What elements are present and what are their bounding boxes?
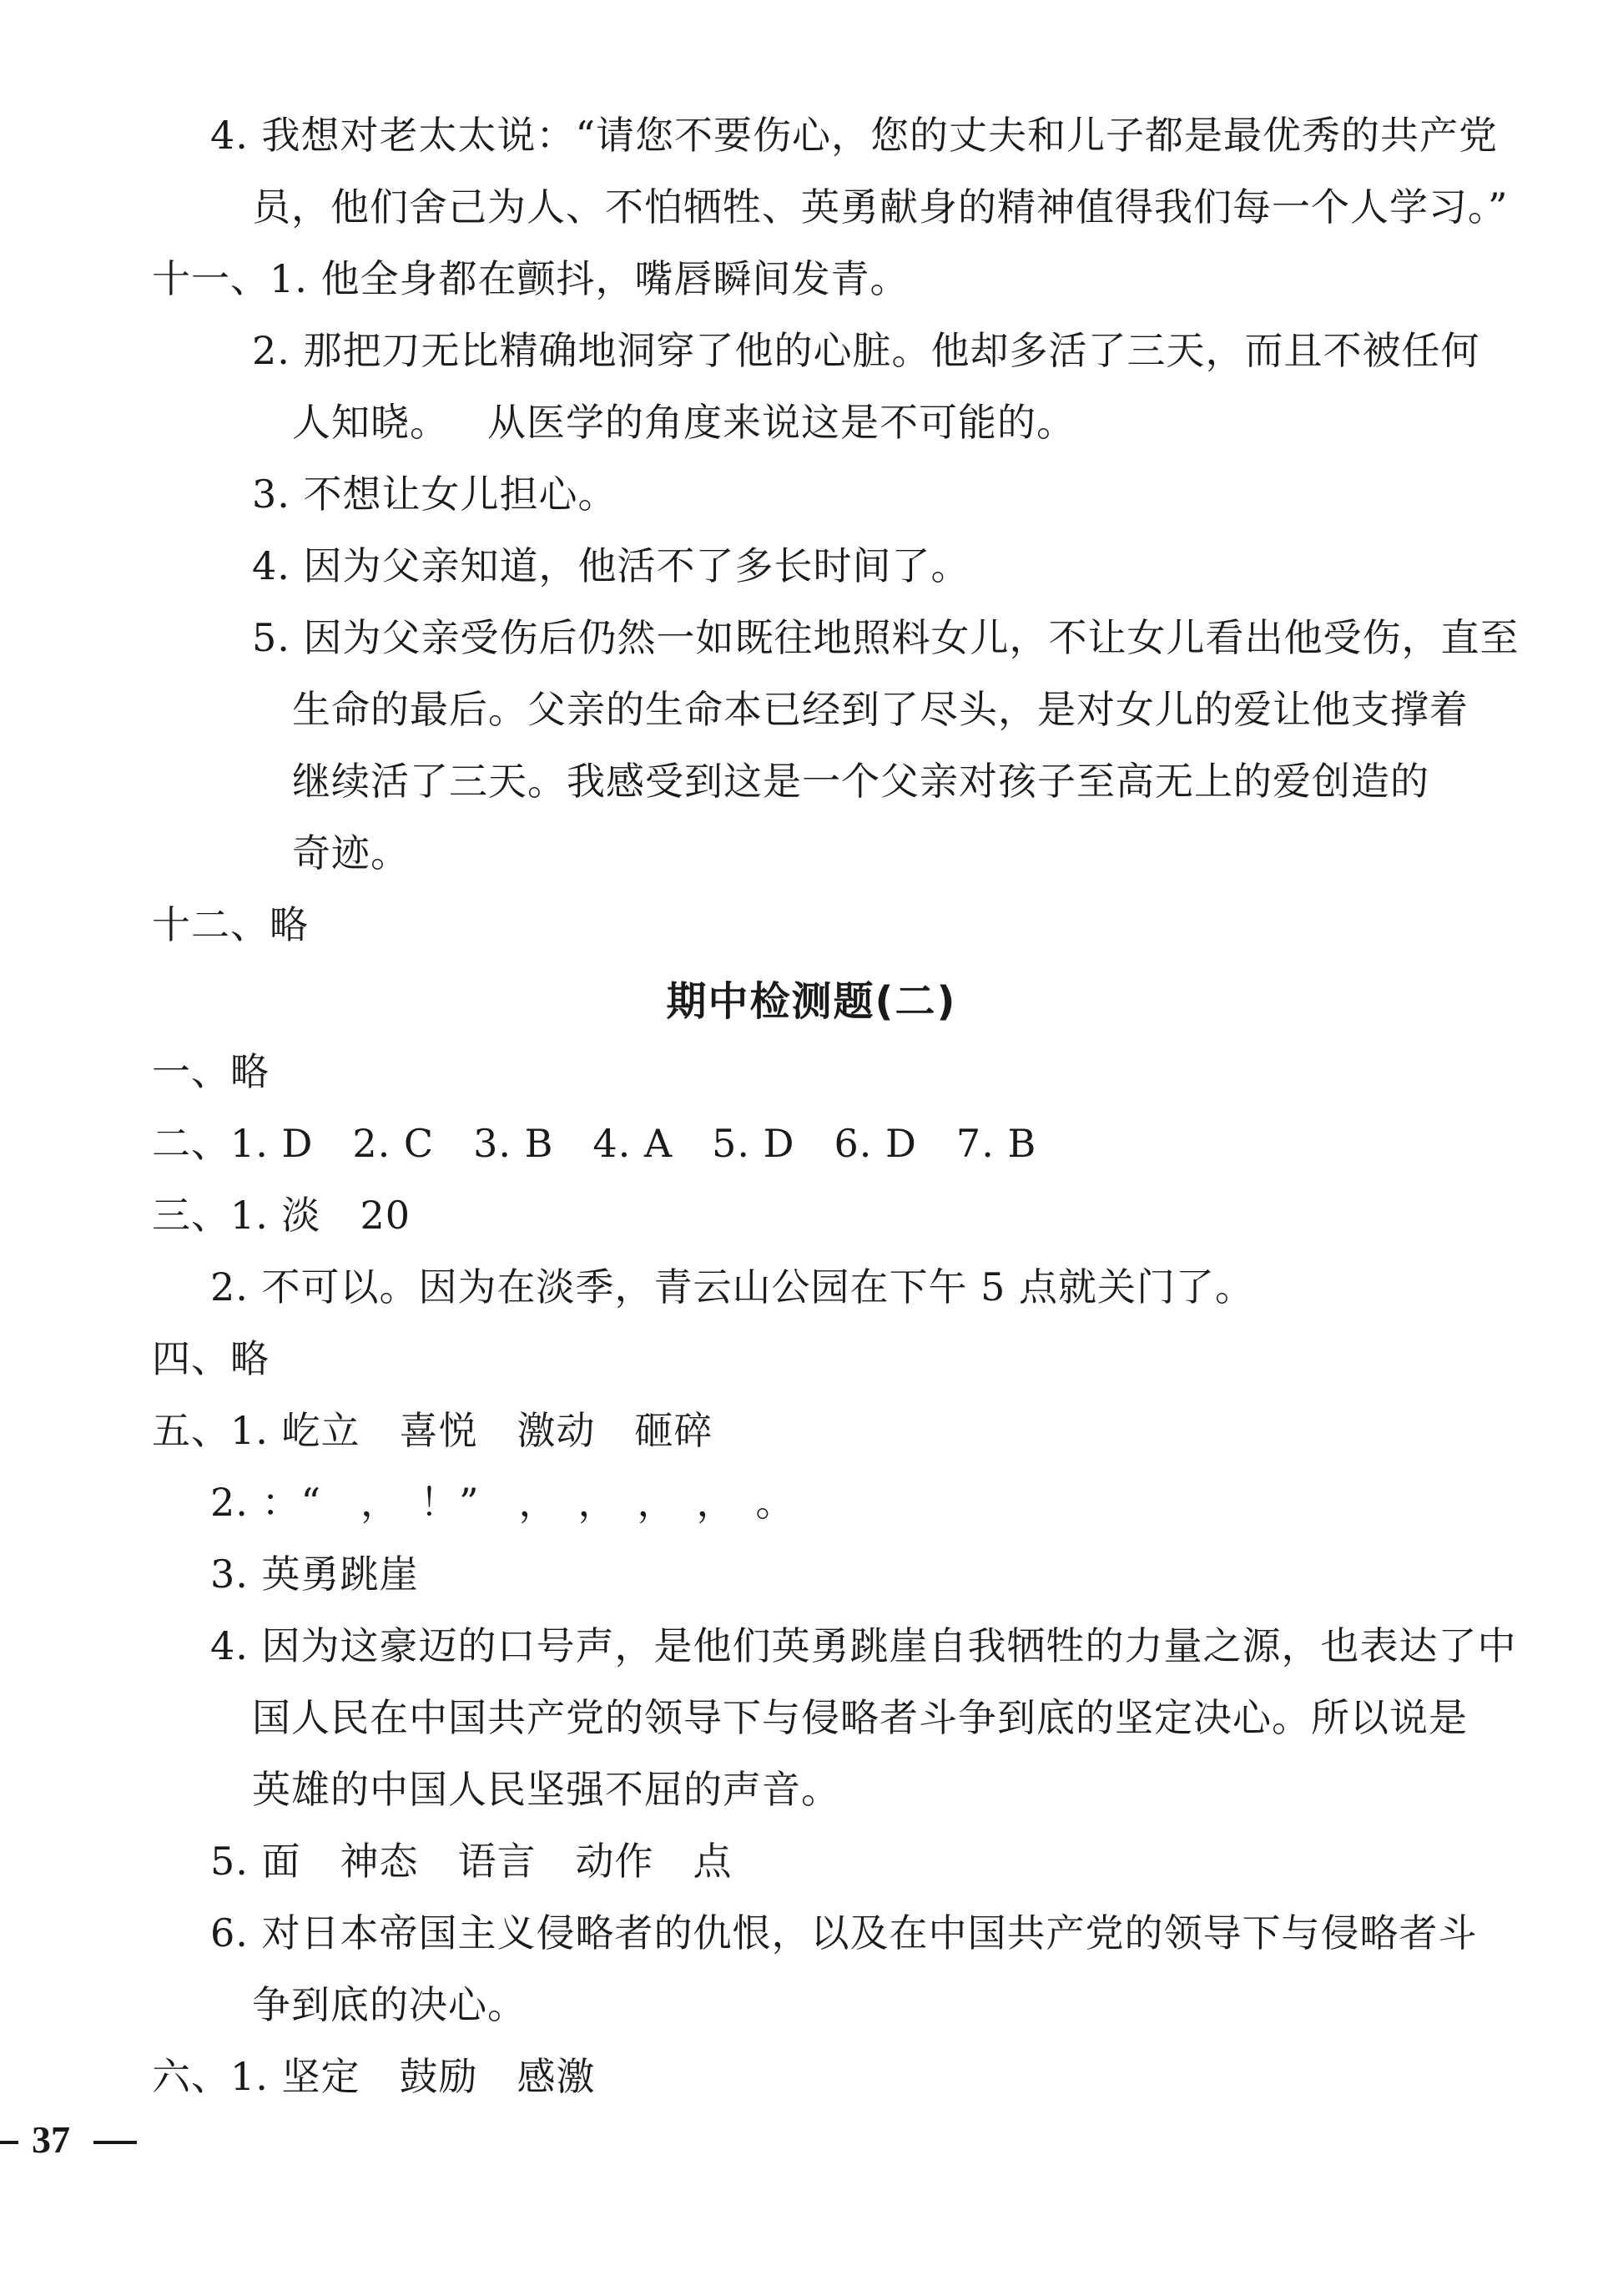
answer-line: 五、1. 屹立 喜悦 激动 砸碎 xyxy=(152,1408,713,1453)
answer-line: 2. ：“ ， ！” ， ， ， ， 。 xyxy=(210,1480,795,1525)
answer-line: 四、略 xyxy=(152,1336,270,1381)
answer-line: 十一、1. 他全身都在颤抖，嘴唇瞬间发青。 xyxy=(152,256,910,301)
answer-line: 3. 英勇跳崖 xyxy=(210,1552,419,1597)
answer-line: 六、1. 坚定 鼓励 感激 xyxy=(152,2054,596,2099)
answer-line: 奇迹。 xyxy=(292,830,410,876)
page-number-dash-left xyxy=(0,2141,18,2144)
answer-line: 英雄的中国人民坚强不屈的声音。 xyxy=(252,1767,840,1812)
answer-line: 员，他们舍己为人、不怕牺牲、英勇献身的精神值得我们每一个人学习。” xyxy=(252,184,1509,230)
answer-line: 十二、略 xyxy=(152,902,309,947)
answer-line: 继续活了三天。我感受到这是一个父亲对孩子至高无上的爱创造的 xyxy=(292,759,1429,804)
answer-line: 3. 不想让女儿担心。 xyxy=(252,472,617,517)
answer-line: 争到底的决心。 xyxy=(252,1982,527,2027)
answer-line: 一、略 xyxy=(152,1049,270,1094)
answer-line: 5. 因为父亲受伤后仍然一如既往地照料女儿，不让女儿看出他受伤，直至 xyxy=(252,615,1520,660)
answer-line: 生命的最后。父亲的生命本已经到了尽头，是对女儿的爱让他支撑着 xyxy=(292,687,1469,732)
answer-line: 二、1. D 2. C 3. B 4. A 5. D 6. D 7. B xyxy=(152,1121,1037,1166)
answer-line: 国人民在中国共产党的领导下与侵略者斗争到底的坚定决心。所以说是 xyxy=(252,1695,1468,1740)
answer-line: 2. 那把刀无比精确地洞穿了他的心脏。他却多活了三天，而且不被任何 xyxy=(252,328,1480,373)
answer-line: 6. 对日本帝国主义侵略者的仇恨，以及在中国共产党的领导下与侵略者斗 xyxy=(210,1910,1478,1955)
page-number: 37 xyxy=(32,2118,70,2161)
answer-fragment: 人知晓。 xyxy=(292,400,449,445)
answer-line: 4. 我想对老太太说：“请您不要伤心，您的丈夫和儿子都是最优秀的共产党 xyxy=(210,113,1499,158)
answer-line: 4. 因为父亲知道，他活不了多长时间了。 xyxy=(252,543,970,588)
answer-line: 三、1. 淡 20 xyxy=(152,1193,411,1238)
answer-line xyxy=(292,397,1076,447)
answer-fragment: 从医学的角度来说这是不可能的。 xyxy=(487,400,1076,445)
section-title: 期中检测题(二) xyxy=(666,978,957,1025)
answer-line: 4. 因为这豪迈的口号声，是他们英勇跳崖自我牺牲的力量之源，也表达了中 xyxy=(210,1623,1517,1668)
page-number-dash-right xyxy=(93,2141,137,2144)
answer-line: 2. 不可以。因为在淡季，青云山公园在下午 5 点就关门了。 xyxy=(210,1264,1255,1309)
answer-line: 5. 面 神态 语言 动作 点 xyxy=(210,1839,733,1884)
